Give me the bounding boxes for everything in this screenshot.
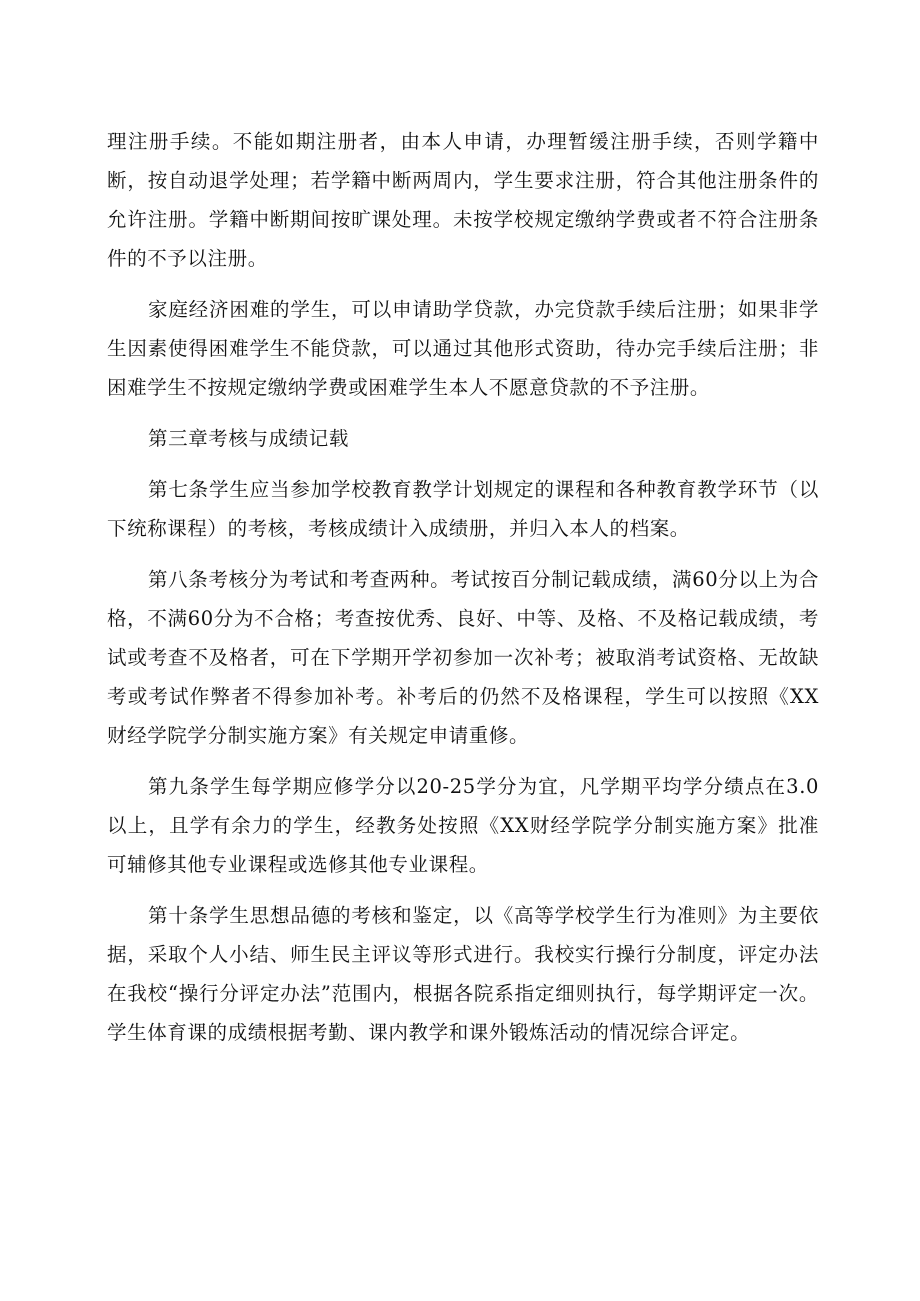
paragraph-registration-continued: 理注册手续。不能如期注册者，由本人申请，办理暂缓注册手续，否则学籍中断，按自动退学处理；若学籍中断两周内，学生要求注册，符合其他注册条件的允许注册。学籍中断期间按旷课处理。未按学校规定缴纳学费或者不符合注册条件的不予以注册。	[107, 130, 819, 270]
document-page	[107, 122, 819, 1064]
paragraph-financial-aid: 家庭经济困难的学生，可以申请助学贷款，办完贷款手续后注册；如果非学生因素使得困难学生不能贷款，可以通过其他形式资助，待办完手续后注册；非困难学生不按规定缴纳学费或困难学生本人不愿意贷款的不予注册。	[107, 298, 819, 399]
paragraph-article-10: 第十条学生思想品德的考核和鉴定，以《高等学校学生行为准则》为主要依据，采取个人小结、师生民主评议等形式进行。我校实行操行分制度，评定办法在我校“操行分评定办法”范围内，根据各院系指定细则执行，每学期评定一次。学生体育课的成绩根据考勤、课内教学和课外锻炼活动的情况综合评定。	[107, 904, 819, 1044]
paragraph-article-9: 第九条学生每学期应修学分以20-25学分为宜，凡学期平均学分绩点在3.0以上，且学有余力的学生，经教务处按照《XX财经学院学分制实施方案》批准可辅修其他专业课程或选修其他专业课程。	[107, 775, 819, 876]
chapter-heading: 第三章考核与成绩记载	[148, 427, 350, 450]
paragraph-article-7: 第七条学生应当参加学校教育教学计划规定的课程和各种教育教学环节（以下统称课程）的考核，考核成绩计入成绩册，并归入本人的档案。	[107, 478, 819, 540]
paragraph-article-8: 第八条考核分为考试和考查两种。考试按百分制记载成绩，满60分以上为合格，不满60分为不合格；考查按优秀、良好、中等、及格、不及格记载成绩，考试或考查不及格者，可在下学期开学初参加一次补考；被取消考试资格、无故缺考或考试作弊者不得参加补考。补考后的仍然不及格课程，学生可以按照《XX财经学院学分制实施方案》有关规定申请重修。	[107, 568, 819, 747]
